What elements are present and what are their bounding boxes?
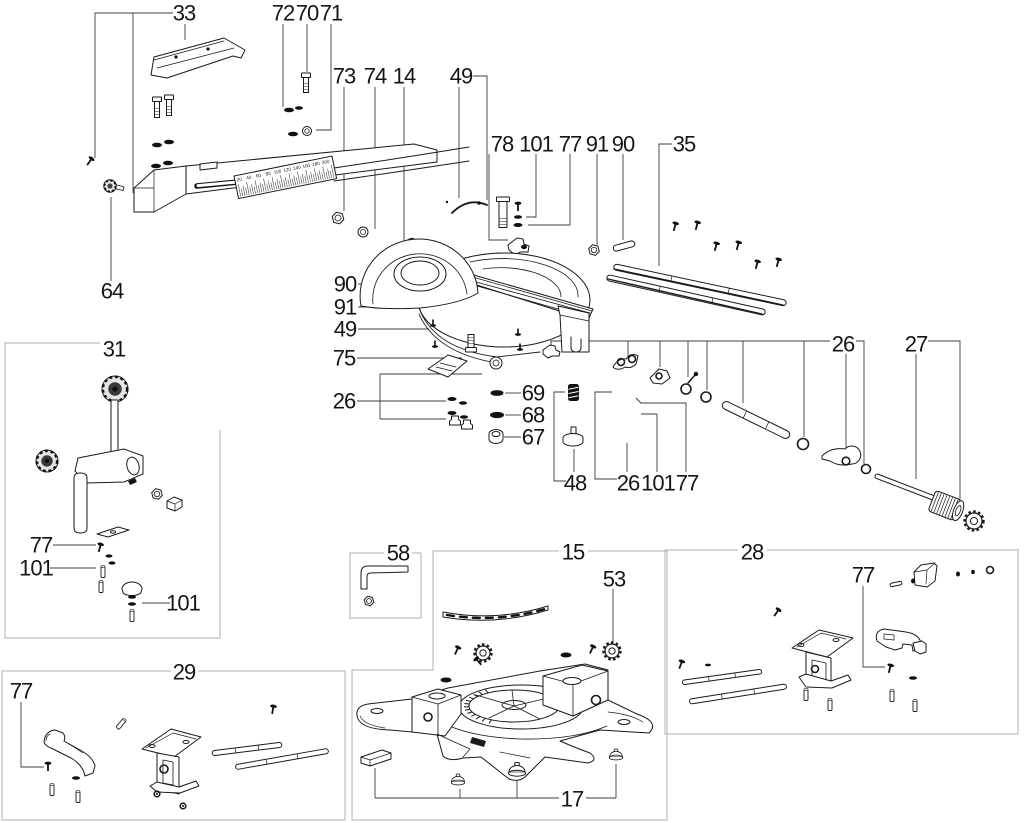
leader-71	[316, 24, 331, 130]
part-label-29-33: 29	[172, 659, 196, 685]
ruler-tick-label: 180	[311, 160, 321, 168]
screw	[515, 202, 522, 211]
part-label-74-5: 74	[363, 63, 387, 89]
part-washer	[72, 776, 80, 780]
part-label-69-20: 69	[521, 380, 545, 406]
part-domefoot	[609, 749, 623, 760]
leader-101	[641, 414, 657, 472]
screw	[773, 257, 782, 268]
screw	[733, 240, 742, 251]
part-label-77-39: 77	[851, 562, 875, 588]
part-ring	[358, 227, 368, 237]
rod-26	[721, 400, 791, 440]
part-washer	[441, 678, 452, 683]
washer-69	[491, 390, 504, 396]
flower-nut	[964, 511, 983, 530]
ring-screw	[688, 375, 695, 383]
part-pinT	[50, 784, 54, 796]
part-label-64-14: 64	[100, 278, 124, 304]
dot	[446, 201, 448, 203]
ruler-tick-label: 40	[245, 174, 252, 181]
screw-49	[432, 341, 438, 348]
part-washer	[109, 561, 116, 564]
foot-48-base	[563, 434, 583, 447]
dot	[911, 579, 915, 584]
screw	[670, 221, 679, 232]
ruler-tick-label: 200	[321, 158, 330, 166]
lock-ring-53	[603, 642, 620, 659]
part-washer	[288, 132, 298, 137]
part-washer	[152, 143, 162, 148]
leader-101	[526, 154, 536, 217]
part-pinT	[101, 566, 105, 578]
clamp-knob	[102, 376, 128, 402]
clamp-28-hook	[913, 641, 926, 654]
leader-77	[863, 586, 885, 667]
part-domefoot	[451, 774, 465, 785]
clamp-knob-small	[36, 450, 58, 472]
part-label-70-2: 70	[295, 0, 319, 26]
locknut-hole	[492, 432, 500, 437]
wedge-block	[650, 369, 670, 384]
part-label-101-9: 101	[519, 131, 553, 157]
part-label-71-3: 71	[319, 0, 343, 26]
part-ring	[303, 127, 312, 136]
screw	[692, 220, 701, 231]
table-end-slot	[571, 337, 581, 352]
nut-91	[589, 245, 600, 256]
part-label-72-1: 72	[271, 0, 295, 26]
part-washer	[151, 164, 161, 169]
screw	[269, 704, 277, 714]
part-label-15-36: 15	[561, 539, 585, 565]
pin-90	[613, 240, 636, 251]
part-washer	[460, 415, 468, 419]
washer	[490, 357, 502, 369]
part-washer	[128, 595, 136, 599]
part-washer	[514, 215, 522, 219]
part-label-68-21: 68	[521, 402, 545, 428]
screw	[452, 645, 462, 656]
part-washer	[909, 676, 917, 680]
part-washer	[163, 161, 173, 166]
leader-35	[659, 144, 672, 266]
part-label-48-23: 48	[563, 470, 587, 496]
flat-plate	[97, 527, 129, 537]
boss-hole	[563, 678, 581, 685]
part-label-33-0: 33	[172, 0, 196, 26]
part-pinT	[99, 581, 103, 593]
part-label-35-13: 35	[672, 131, 696, 157]
part-label-27-28: 27	[904, 331, 928, 357]
leader-49	[473, 76, 487, 200]
part-washer	[459, 401, 467, 405]
fence-rail-left-block	[134, 166, 186, 212]
screw-77	[95, 542, 104, 553]
part-pinT	[913, 700, 917, 712]
leader-77	[528, 154, 570, 225]
screw	[587, 644, 597, 655]
part-label-91-16: 91	[333, 294, 357, 320]
hole	[206, 47, 209, 50]
dot	[521, 245, 527, 249]
rod-27	[874, 473, 935, 500]
handle-29	[44, 730, 95, 776]
elbow-fitting	[543, 345, 560, 358]
ruler-tick-label: 20	[236, 176, 243, 183]
cap-screw	[302, 73, 311, 93]
nut-58	[364, 596, 374, 606]
part-label-49-17: 49	[333, 316, 357, 342]
part-label-17-40: 17	[560, 786, 584, 812]
step-screw	[450, 416, 461, 425]
part-pinT	[890, 690, 894, 702]
clamp-post	[74, 473, 87, 533]
dome-cap	[122, 582, 142, 596]
part-oring	[701, 392, 711, 402]
ruler-tick-label: 120	[282, 166, 292, 173]
part-nut	[332, 212, 344, 224]
part-washer	[295, 106, 303, 110]
screw	[676, 659, 686, 670]
rod-28	[689, 684, 787, 704]
screw-77	[885, 663, 894, 674]
part-washer	[448, 411, 457, 415]
fence-bracket	[151, 38, 245, 78]
screw	[771, 606, 782, 618]
pin	[116, 718, 127, 730]
hole	[174, 55, 177, 58]
ruler-tick-label: 80	[265, 170, 272, 177]
step-screw	[462, 420, 473, 429]
thumb-screw-64	[104, 180, 124, 192]
boss-hole	[429, 693, 445, 699]
part-label-26-24: 26	[616, 470, 640, 496]
part-washer	[561, 653, 572, 658]
dome-opening2	[401, 261, 439, 285]
deflector-49	[452, 202, 487, 213]
part-label-77-30: 77	[29, 532, 53, 558]
dot	[182, 805, 184, 807]
part-washer	[284, 108, 294, 113]
part-label-28-38: 28	[740, 539, 764, 565]
dot	[694, 372, 698, 376]
part-label-26-27: 26	[831, 331, 855, 357]
part-pinT	[828, 699, 832, 711]
washer-68	[490, 412, 504, 418]
part-label-91-11: 91	[585, 131, 609, 157]
leader-77	[21, 702, 44, 767]
part-label-14-6: 14	[392, 63, 416, 89]
part-oring	[862, 465, 871, 474]
part-pinT	[130, 610, 134, 622]
part-label-75-18: 75	[332, 345, 356, 371]
part-label-90-15: 90	[333, 271, 357, 297]
ruler-tick-label: 140	[292, 164, 302, 172]
part-label-67-22: 67	[521, 424, 545, 450]
part-label-101-31: 101	[19, 555, 53, 581]
bracket-29-plate	[142, 729, 201, 757]
lever-26	[822, 446, 861, 465]
part-oring	[798, 439, 809, 450]
fence-rail-step	[200, 162, 217, 170]
ruler-tick-label: 60	[255, 172, 262, 179]
part-label-53-37: 53	[602, 566, 626, 592]
part-label-101-25: 101	[641, 470, 675, 496]
screw	[84, 155, 95, 167]
dot	[971, 570, 975, 574]
leader-33	[95, 13, 173, 158]
ruler-tick-label: 100	[273, 168, 282, 175]
spring-48	[568, 384, 579, 401]
leader-26	[856, 341, 864, 464]
screw	[711, 241, 720, 252]
rod-29	[212, 742, 282, 755]
part-label-58-35: 58	[386, 540, 410, 566]
part-washer	[164, 140, 174, 145]
part-label-90-12: 90	[611, 131, 635, 157]
dot	[477, 201, 481, 205]
part-label-77-10: 77	[558, 131, 582, 157]
dot	[956, 572, 960, 577]
part-label-26-19: 26	[332, 388, 356, 414]
part-oring	[987, 567, 994, 574]
knob-27	[928, 490, 966, 522]
part-label-78-8: 78	[490, 131, 514, 157]
leader-77	[636, 398, 686, 472]
ruler-tick-label: 160	[302, 162, 311, 170]
part-label-31-29: 31	[102, 336, 126, 362]
part-washer	[705, 664, 711, 667]
part-oring	[681, 384, 691, 394]
part-label-77-26: 77	[675, 470, 699, 496]
part-label-101-32: 101	[166, 590, 200, 616]
part-washer	[128, 602, 136, 606]
end-cap-28	[914, 563, 937, 587]
dot	[156, 793, 158, 795]
clamp-rod	[111, 400, 118, 453]
part-pinT	[76, 791, 80, 803]
hex-key-58	[361, 566, 408, 589]
part-washer	[106, 554, 113, 557]
part-washer	[514, 223, 523, 227]
leader-27	[928, 341, 960, 509]
bolt-78	[497, 197, 510, 228]
cap-screw	[165, 95, 174, 116]
part-label-73-4: 73	[332, 63, 356, 89]
screw	[752, 259, 761, 270]
rod-28	[682, 669, 762, 685]
pin	[890, 581, 902, 587]
part-nut	[152, 489, 163, 500]
screw-77	[45, 762, 52, 771]
cap-screw	[153, 97, 162, 118]
leader-26	[595, 392, 617, 479]
part-pinT	[804, 689, 808, 701]
part-washer	[448, 397, 457, 401]
part-label-77-34: 77	[9, 678, 33, 704]
part-label-49-7: 49	[449, 63, 473, 89]
